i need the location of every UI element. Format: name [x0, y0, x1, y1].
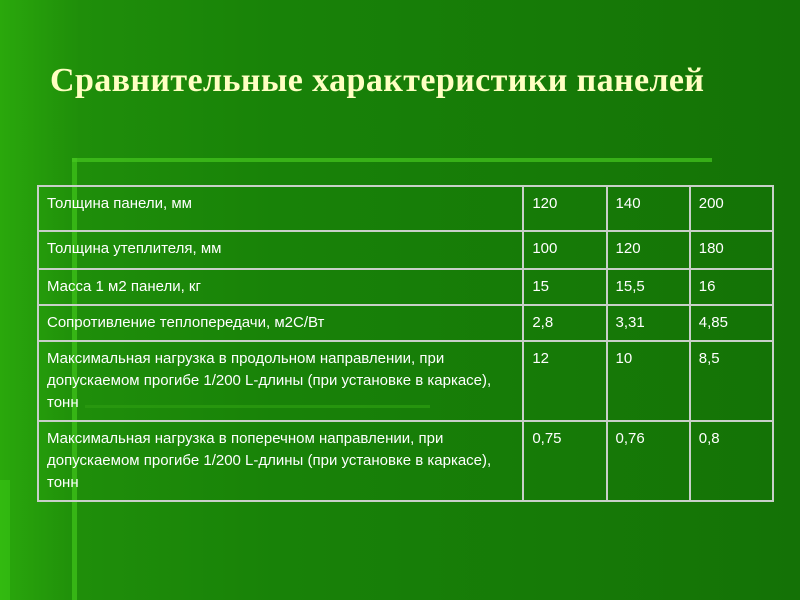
row-label: Масса 1 м2 панели, кг	[38, 269, 523, 305]
row-label: Толщина утеплителя, мм	[38, 231, 523, 269]
table-row	[38, 186, 773, 231]
comparison-table	[37, 185, 774, 502]
table-row	[38, 305, 773, 341]
value-cell: 180	[690, 231, 773, 269]
table-row	[38, 269, 773, 305]
value-cell: 3,31	[607, 305, 690, 341]
table-row	[38, 231, 773, 269]
row-label: Максимальная нагрузка в продольном направлении, при допускаемом прогибе 1/200 L-длины (при установке в каркасе), тонн	[38, 341, 523, 421]
value-cell: 10	[607, 341, 690, 421]
value-cell: 120	[523, 186, 606, 231]
table-row	[38, 421, 773, 501]
value-cell: 120	[607, 231, 690, 269]
value-cell: 15	[523, 269, 606, 305]
value-cell: 140	[607, 186, 690, 231]
value-cell: 200	[690, 186, 773, 231]
value-cell: 2,8	[523, 305, 606, 341]
value-cell: 16	[690, 269, 773, 305]
value-cell: 0,76	[607, 421, 690, 501]
value-cell: 4,85	[690, 305, 773, 341]
decor-stripe-left	[0, 480, 10, 600]
value-cell: 8,5	[690, 341, 773, 421]
value-cell: 0,8	[690, 421, 773, 501]
table-row	[38, 341, 773, 421]
row-label: Сопротивление теплопередачи, м2С/Вт	[38, 305, 523, 341]
slide-title: Сравнительные характеристики панелей	[50, 62, 705, 99]
row-label: Максимальная нагрузка в поперечном направлении, при допускаемом прогибе 1/200 L-длины (при установке в каркасе), тонн	[38, 421, 523, 501]
value-cell: 15,5	[607, 269, 690, 305]
value-cell: 12	[523, 341, 606, 421]
decor-stripe-horizontal	[72, 158, 712, 162]
value-cell: 100	[523, 231, 606, 269]
row-label: Толщина панели, мм	[38, 186, 523, 231]
value-cell: 0,75	[523, 421, 606, 501]
